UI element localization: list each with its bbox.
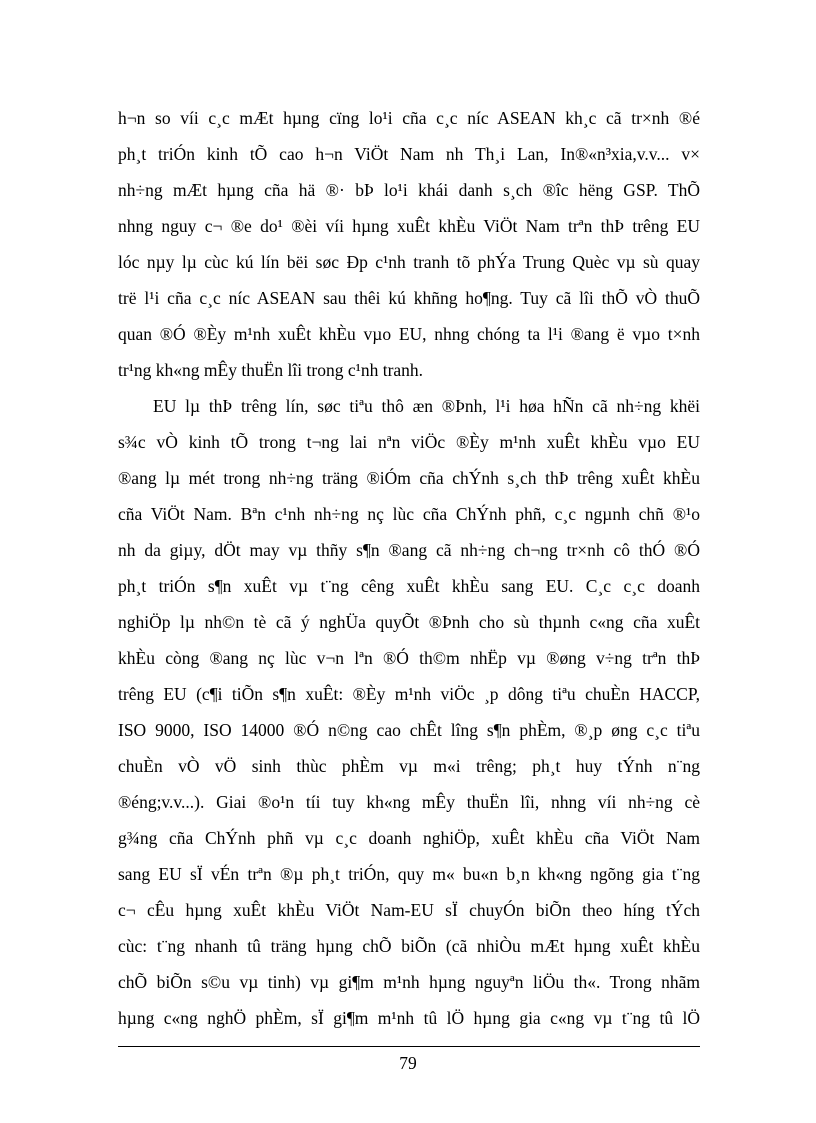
text-line: cùc: t¨ng nhanh tû träng hµng chÕ biÕn (cã nhiÒu mÆt hµng xuÊt khÈu [118, 936, 700, 956]
text-line: ®ang lµ mét trong nh÷ng träng ®iÓm cña chÝnh s¸ch thÞ trêng xuÊt khÈu [118, 468, 700, 488]
text-line: EU lµ thÞ trêng lín, søc tiªu thô æn ®Þnh, l¹i høa hÑn cã nh÷ng khëi [153, 396, 700, 416]
text-line: nh da giµy, dÖt may vµ thñy s¶n ®ang cã nh÷ng ch¬ng tr×nh cô thÓ ®Ó [118, 540, 700, 560]
footer-divider [118, 1046, 700, 1047]
text-line: hµng c«ng nghÖ phÈm, sÏ gi¶m m¹nh tû lÖ hµng gia c«ng vµ t¨ng tû lÖ [118, 1008, 700, 1028]
text-line: trë l¹i cña c¸c níc ASEAN sau thêi kú khñng ho¶ng. Tuy cã lîi thÕ vÒ thuÕ [118, 288, 700, 308]
text-line: tr¹ng kh«ng mÊy thuËn lîi trong c¹nh tranh. [118, 360, 424, 380]
text-line: lóc nµy lµ cùc kú lín bëi søc Ðp c¹nh tranh tõ phÝa Trung Quèc vµ sù quay [118, 252, 700, 272]
text-line: ph¸t triÓn kinh tÕ cao h¬n ViÖt Nam nh Th¸i Lan, In®«n³xia,v.v... v× [118, 144, 700, 164]
text-line: sang EU sÏ vÉn trªn ®µ ph¸t triÓn, quy m« bu«n b¸n kh«ng ngõng gia t¨ng [118, 864, 700, 884]
text-line: nghiÖp lµ nh©n tè cã ý nghÜa quyÕt ®Þnh cho sù thµnh c«ng cña xuÊt [118, 612, 700, 632]
text-line: ISO 9000, ISO 14000 ®Ó n©ng cao chÊt lîng s¶n phÈm, ®¸p øng c¸c tiªu [118, 720, 700, 740]
text-line: g¾ng cña ChÝnh phñ vµ c¸c doanh nghiÖp, xuÊt khÈu cña ViÖt Nam [118, 828, 700, 848]
page-number: 79 [399, 1053, 417, 1073]
text-line: nhng nguy c¬ ®e do¹ ®èi víi hµng xuÊt khÈu ViÖt Nam trªn thÞ trêng EU [118, 216, 700, 236]
text-line: s¾c vÒ kinh tÕ trong t¬ng lai nªn viÖc ®Èy m¹nh xuÊt khÈu vµo EU [118, 432, 700, 452]
text-line: trêng EU (c¶i tiÕn s¶n xuÊt: ®Èy m¹nh viÖc ¸p dông tiªu chuÈn HACCP, [118, 684, 700, 704]
text-line: chuÈn vÒ vÖ sinh thùc phÈm vµ m«i trêng; ph¸t huy tÝnh n¨ng [118, 756, 700, 776]
text-line: h¬n so víi c¸c mÆt hµng cïng lo¹i cña c¸c níc ASEAN kh¸c cã tr×nh ®é [118, 108, 700, 128]
text-line: khÈu còng ®ang nç lùc v¬n lªn ®Ó th©m nhËp vµ ®øng v÷ng trªn thÞ [118, 648, 700, 668]
text-line: quan ®Ó ®Èy m¹nh xuÊt khÈu vµo EU, nhng chóng ta l¹i ®ang ë vµo t×nh [118, 324, 700, 344]
text-line: c¬ cÊu hµng xuÊt khÈu ViÖt Nam-EU sÏ chuyÓn biÕn theo híng tÝch [118, 900, 700, 920]
text-line: ph¸t triÓn s¶n xuÊt vµ t¨ng cêng xuÊt khÈu sang EU. C¸c c¸c doanh [118, 576, 700, 596]
text-line: cña ViÖt Nam. Bªn c¹nh nh÷ng nç lùc cña ChÝnh phñ, c¸c ngµnh chñ ®¹o [118, 504, 700, 524]
text-line: ®éng;v.v...). Giai ®o¹n tíi tuy kh«ng mÊy thuËn lîi, nhng víi nh÷ng cè [118, 792, 700, 812]
text-line: nh÷ng mÆt hµng cña hä ®· bÞ lo¹i khái danh s¸ch ®îc hëng GSP. ThÕ [118, 180, 700, 200]
text-line: chÕ biÕn s©u vµ tinh) vµ gi¶m m¹nh hµng nguyªn liÖu th«. Trong nhãm [118, 972, 700, 992]
